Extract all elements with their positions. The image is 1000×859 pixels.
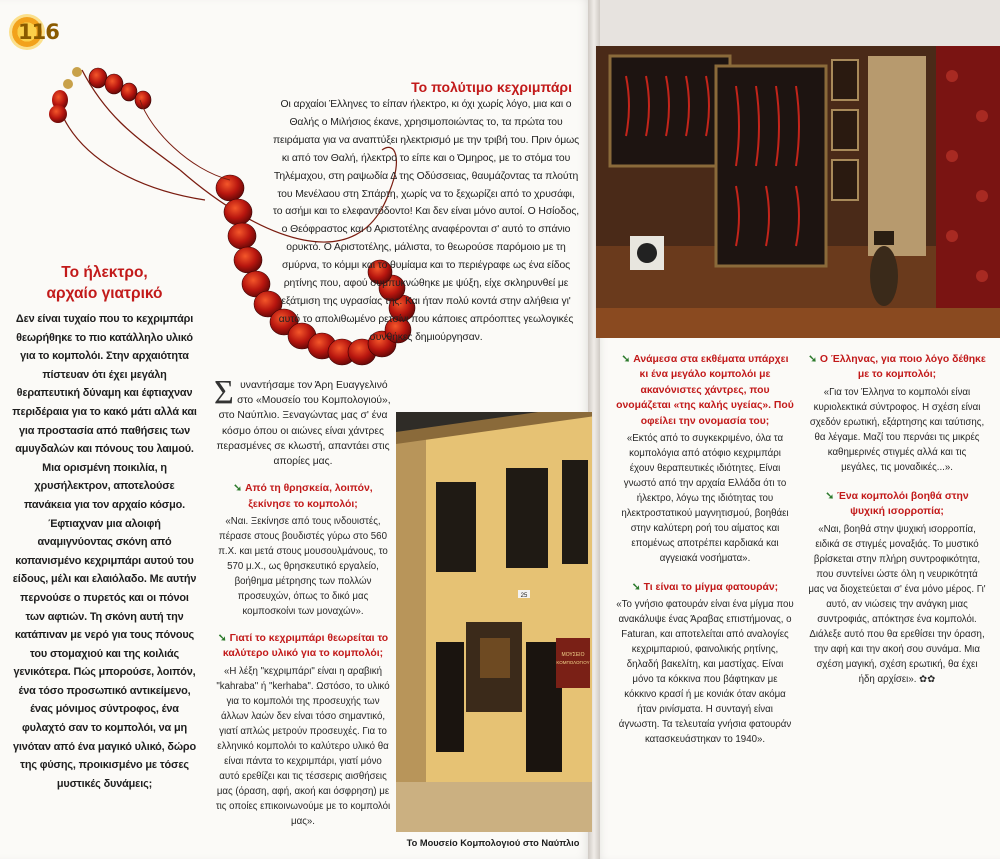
question — [214, 481, 392, 512]
arrow-icon: ➘ — [217, 633, 227, 645]
question-text: Γιατί το κεχριμπάρι θεωρείται το καλύτερο υλικό για το κομπολόι; — [222, 633, 389, 660]
side-heading-line2: αρχαίο γιατρικό — [46, 285, 163, 302]
interview-lead: υναντήσαμε τον Άρη Ευαγγελινό στο «Μουσείο του Κομπολογιού», στο Ναύπλιο. Ξεναγώντας μας σ' ένα κόσμο όπου οι αιώνες είναι χάντρες περασμένες σε κλωστή, απαντάει στις απορίες μας. — [216, 380, 391, 468]
museum-building-photo — [396, 412, 592, 832]
question-text: Τι είναι το μίγμα φατουράν; — [643, 582, 779, 594]
museum-interior-photo — [596, 46, 1000, 338]
arrow-icon: ➘ — [631, 582, 641, 594]
page-number: 116 — [18, 20, 59, 44]
question-text: Από τη θρησκεία, λοιπόν, ξεκίνησε το κομπολόι; — [245, 483, 373, 510]
drop-cap: Σ — [214, 374, 234, 411]
arrow-icon: ➘ — [825, 490, 835, 502]
question — [616, 580, 794, 595]
museum-interior-illustration — [596, 46, 1000, 338]
interview-column — [214, 374, 392, 829]
house-plaque-line1: ΜΟΥΣΕΙΟ — [561, 652, 585, 658]
museum-building-illustration — [396, 412, 592, 832]
right-column-2 — [808, 352, 986, 701]
main-heading: Το πολύτιμο κεχριμπάρι — [411, 79, 572, 95]
right-page-content — [596, 46, 1000, 859]
house-plaque-line2: ΚΟΜΠΟΛΟΓΙΟΥ — [556, 660, 590, 665]
arrow-icon: ➘ — [808, 354, 817, 365]
answer: «Η λέξη "κεχριμπάρι" είναι η αραβική "kahraba" ή "kerhaba". Ωστόσο, το υλικό για το κομπολόι της προσευχής των άλλων λαών δεν είναι τόσο σημαντικό, γιατί απλώς μετρούν προσευχές. Για το ελληνικό κομπολόι το καλύτερο υλικό θα είναι πάντα το κεχριμπάρι, γιατί μόνο αυτό ερεθίζει και τις τέσσερις αισθήσεις μας (όραση, αφή, ακοή και όσφρηση) με τις οποίες επικοινωνούμε με το κομπολόι μας». — [215, 665, 391, 827]
right-column-1 — [616, 352, 794, 761]
question — [616, 352, 794, 429]
answer: «Ναι, βοηθά στην ψυχική ισορροπία, ειδικά σε στιγμές μοναξιάς. Το μυστικό βρίσκεται στην πλήρη συντροφικότητα, που συντείνει ώστε όλη η νευρικότητά μας να διοχετεύεται σ' ένα μόνο μέρος. Γι' αυτό, αν νιώσεις την ανάγκη μιας συντροφιάς, απόκτησε ένα κομπολόι. Διάλεξε αυτό που θα ερεθίσει την όραση, την αφή και την ακοή σου συνάμα. Μια σχέση μαγική, σχέση ερωτική, θα έχει ήδη αρχίσει». ✿✿ — [808, 523, 986, 685]
side-column — [12, 262, 197, 793]
arrow-icon: ➘ — [621, 354, 631, 365]
answer: «Για τον Έλληνα το κομπολόι είναι κυριολεκτικά σύντροφος. Η σχέση είναι σχεδόν ερωτική, εξάρτησης και ταύτισης, θα λέγαμε. Μαζί του περνάει τις μικρές καθημερινές στιγμές αλλά και τις μεγάλες, τις μοναδικές...». — [809, 386, 985, 473]
house-number: 25 — [520, 593, 528, 599]
photo-caption: Το Μουσείο Κομπολογιού στο Ναύπλιο — [406, 838, 580, 848]
answer: «Εκτός από το συγκεκριμένο, όλα τα κομπολόγια από ατόφιο κεχριμπάρι έχουν θεραπευτικές ιδιότητες. Είναι γνωστό από την αρχαία Ελλάδα ότι το ήλεκτρο, λόγω της ιδιότητας του ηλεκτροστατικού μαγνητισμού, βοηθάει στην καλύτερη ροή του αίματος και επομένως αποτρέπει καρδιακά και αγγειακά νοσήματα». — [621, 433, 789, 565]
answer: «Το γνήσιο φατουράν είναι ένα μίγμα που ανακάλυψε ένας Άραβας επιστήμονας, ο Faturan, και αποτελείται από αναλογίες κεχριμπαριού, φαινολικής ρητίνης, δηλαδή βακελίτη, και μαστίχας. Είναι μόνο τα κόκκινα που βάφτηκαν με κόκκινο κρασί ή με κονιάκ όταν ακόμα ήταν ρινίσματα. Η συνταγή είναι άγνωστη. Τα τελευταία γνήσια φατουράν κατασκευάστηκαν το 1940». — [616, 599, 794, 746]
question-text: Ο Έλληνας, για ποιο λόγο δέθηκε με το κομπολόι; — [819, 354, 986, 381]
answer: «Ναι. Ξεκίνησε από τους ινδουιστές, πέρασε στους βουδιστές γύρω στο 560 π.Χ. και μετά στους μουσουλμάνους, το 570 μ.Χ., ως θρησκευτικό εργαλείο, βοήθημα μέτρησης των πολλών προσευχών, όπως το δικό μας κομποσκοίνι των μοναχών». — [218, 516, 388, 618]
question-text: Ανάμεσα στα εκθέματα υπάρχει κι ένα μεγάλο κομπολόι με ακανόνιστες χάντρες, που ονομάζεται «της καλής υγείας». Πού οφείλει την ονομασία του; — [616, 354, 794, 427]
side-heading — [12, 262, 197, 304]
side-text: Δεν είναι τυχαίο που το κεχριμπάρι θεωρήθηκε το πιο κατάλληλο υλικό για το κομπολόι. Στην αρχαιότητα πίστευαν ότι έχει μεγάλη θεραπευτική δύναμη και έφτιαχναν περιδέραια για το κακό μάτι αλλά και για προστασία από παθήσεις των αμυγδαλών και πόνους του λαιμού. Μια ορισμένη ποικιλία, η χρυσήλεκτρον, αποτελούσε πανάκεια για τον αρχαίο κόσμο. Έφτιαχναν μια αλοιφή αναμιγνύοντας σκόνη από κοπανισμένο κεχριμπάρι αυτού του είδους, μέλι και ελαιόλαδο. Με αυτήν περνούσε ο πυρετός και οι πόνοι των αφτιών. Τη σκόνη αυτή την κατάπιναν με νερό για τους πόνους του στομαχιού και της κοιλιάς γενικότερα. Πώς μπορούσε, λοιπόν, ένα τόσο προσωπικό αντικείμενο, ένας μόνιμος σύντροφος, ένα φυλαχτό σαν το κομπολόι, να μη γινόταν από ένα μαγικό υλικό, δώρο της φύσης, προικισμένο με τόσες μυστικές δυνάμεις; — [12, 313, 197, 790]
question — [808, 489, 986, 520]
side-heading-line1: Το ήλεκτρο, — [61, 264, 148, 281]
interview-lead-paragraph — [214, 374, 392, 469]
intro-text: Οι αρχαίοι Έλληνες το είπαν ήλεκτρο, κι όχι χωρίς λόγο, μια και ο Θαλής ο Μιλήσιος έκανε, χρησιμοποιώντας το, τα πρώτα του πειράματα για να αναπτύξει ηλεκτρισμό με την τριβή του. Πριν όμως κι από τον Θαλή, ήλεκτρο το είπε και ο Όμηρος, με το στόμα του Τηλέμαχου, στη ραψωδία Δ της Οδύσσειας, θαυμάζοντας τα πλούτη του Μενέλαου στη Σπάρτη, χωρίς να το ξεχωρίζει από το χρυσάφι, το ασήμι και το ελεφαντόδοντο! Και δεν είναι μόνο αυτοί. Ο Ησίοδος, ο Θεόφραστος και ο Αριστοτέλης αναφέρονται σ' αυτό το σπάνιο ορυκτό. Ο Αριστοτέλης, μάλιστα, το θεωρούσε παρόμοιο με τη σμύρνα, το κόμμι και το θυμίαμα και το περιέγραφε ως ένα είδος ρητίνης που, αφού συμπυκνώθηκε με ψύξη, είχε σκληρυνθεί με εξάτμιση της υγρασίας της. Και ήταν πολύ κοντά στην αλήθεια γι' αυτό το απολιθωμένο ρετσίνι που κάποιες απρόοπτες γεωλογικές συνθήκες δημιούργησαν. — [272, 99, 580, 343]
question — [808, 352, 986, 383]
intro-section — [202, 78, 580, 347]
arrow-icon: ➘ — [233, 483, 242, 495]
question-text: Ένα κομπολόι βοηθά στην ψυχική ισορροπία; — [837, 490, 969, 518]
question — [214, 631, 392, 662]
